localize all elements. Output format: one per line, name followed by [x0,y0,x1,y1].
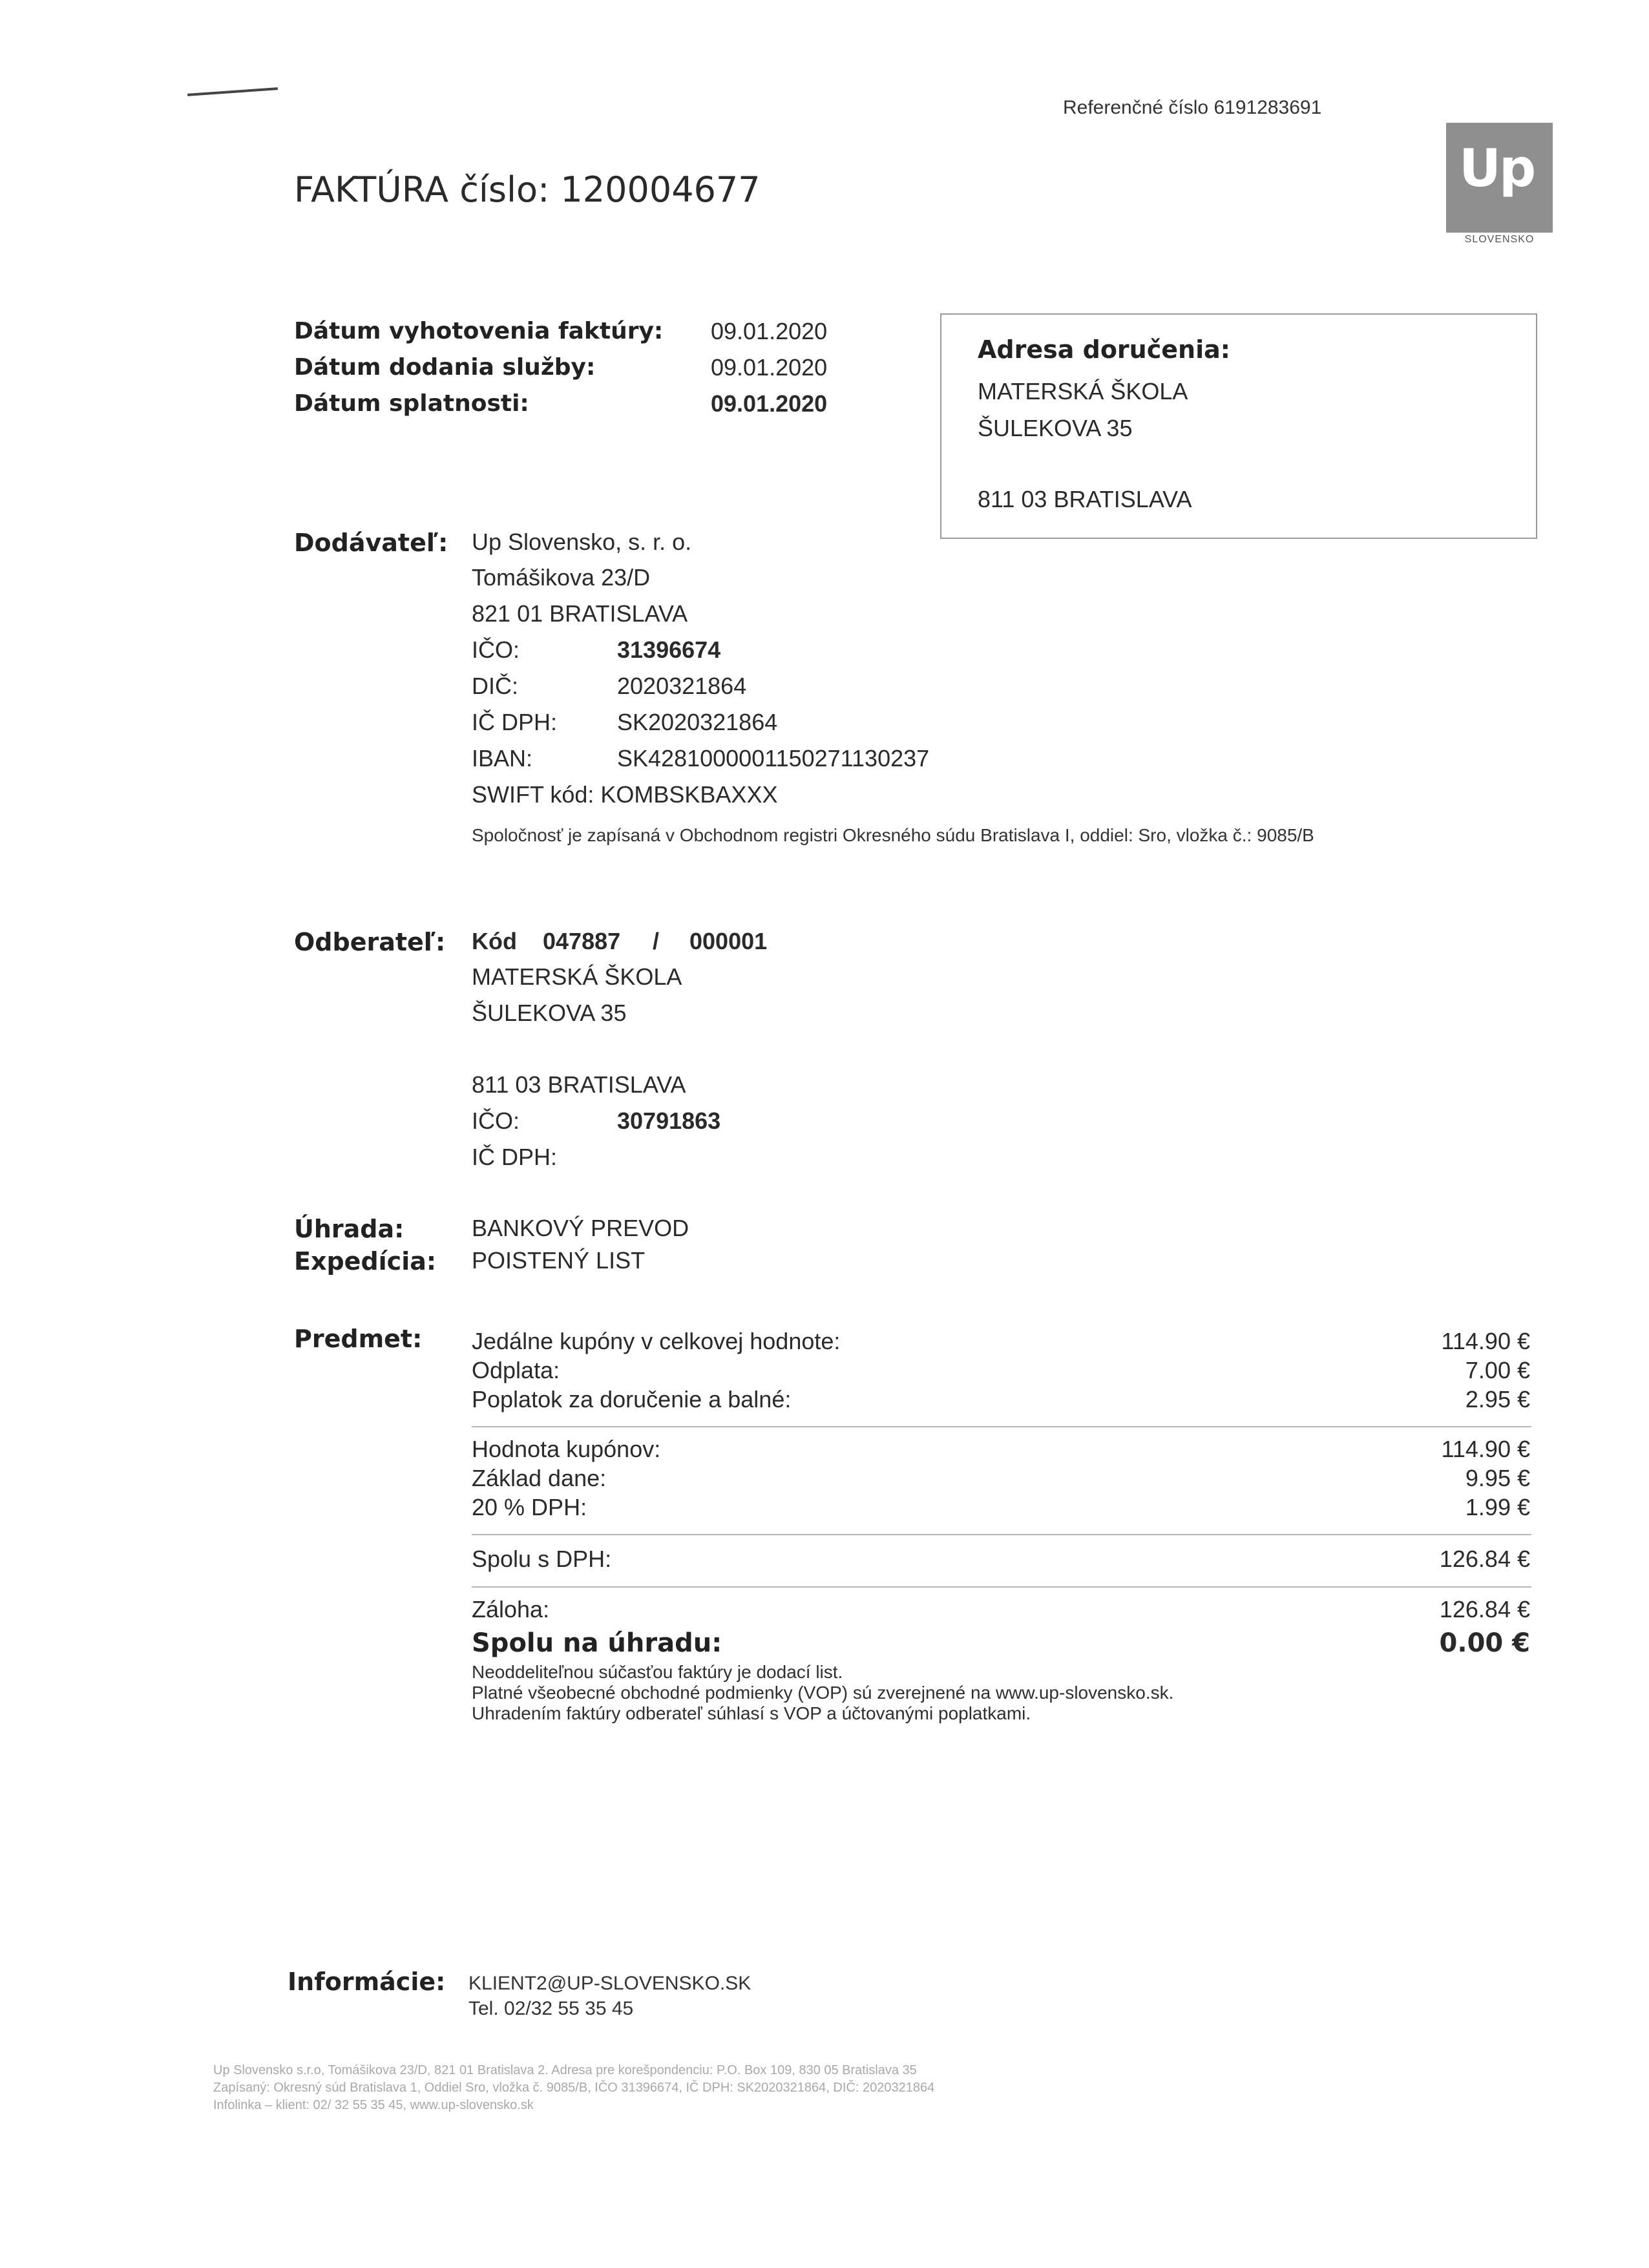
issue-date-value: 09.01.2020 [711,318,828,344]
delivery-address-box [940,313,1537,539]
customer-city: 811 03 BRATISLAVA [472,1071,686,1098]
item-amount: 114.90 € [1441,1328,1530,1354]
supplier-iban-label: IBAN: [472,745,533,772]
reference-number: Referenčné číslo 6191283691 [1063,97,1322,118]
advance-label: Záloha: [472,1596,550,1622]
footer-line: Infolinka – klient: 02/ 32 55 35 45, www.up-slovensko.sk [213,2098,534,2112]
item-label: Jedálne kupóny v celkovej hodnote: [472,1328,841,1354]
delivery-address-line: MATERSKÁ ŠKOLA [978,378,1188,404]
divider [472,1534,1531,1535]
info-label: Informácie: [288,1968,446,1996]
supplier-city: 821 01 BRATISLAVA [472,600,688,627]
customer-code: 047887 [543,928,621,954]
customer-code-separator: / [653,928,660,954]
divider [472,1586,1531,1588]
subject-label: Predmet: [294,1325,423,1353]
advance-amount: 126.84 € [1439,1596,1530,1622]
delivery-address-line: 811 03 BRATISLAVA [978,486,1192,512]
logo-subtitle: SLOVENSKO [1464,234,1535,245]
item-amount: 2.95 € [1465,1386,1530,1412]
supplier-ico-label: IČO: [472,636,520,663]
customer-ico-label: IČO: [472,1108,520,1134]
item-label: Odplata: [472,1357,560,1383]
supplier-iban: SK4281000001150271130237 [617,745,930,772]
summary-amount: 9.95 € [1465,1465,1530,1491]
supplier-icdph: SK2020321864 [617,709,778,735]
delivery-date-value: 09.01.2020 [711,354,828,381]
amount-due-label: Spolu na úhradu: [472,1628,722,1658]
summary-amount: 114.90 € [1441,1436,1530,1462]
issue-date-label: Dátum vyhotovenia faktúry: [294,318,664,344]
customer-label: Odberateľ: [294,928,446,956]
payment-method: BANKOVÝ PREVOD [472,1215,689,1241]
footer-line: Zapísaný: Okresný súd Bratislava 1, Oddiel Sro, vložka č. 9085/B, IČO 31396674, IČ DPH: SK2020321864, DIČ: 2020321864 [213,2081,935,2095]
customer-name: MATERSKÁ ŠKOLA [472,963,682,990]
divider [472,1426,1531,1427]
summary-label: Hodnota kupónov: [472,1436,661,1462]
up-logo [1446,123,1553,245]
supplier-swift: SWIFT kód: KOMBSKBAXXX [472,781,778,808]
amount-due: 0.00 € [1439,1628,1530,1658]
item-label: Poplatok za doručenie a balné: [472,1386,792,1412]
customer-ico: 30791863 [617,1108,721,1134]
scan-mark [187,87,278,96]
customer-subcode: 000001 [689,928,768,954]
due-date-value: 09.01.2020 [711,390,828,417]
supplier-name: Up Slovensko, s. r. o. [472,529,692,555]
customer-icdph-label: IČ DPH: [472,1144,558,1170]
total-vat-amount: 126.84 € [1439,1546,1530,1572]
item-amount: 7.00 € [1465,1357,1530,1383]
invoice-title: FAKTÚRA číslo: 120004677 [294,169,761,210]
supplier-dic-label: DIČ: [472,673,518,699]
summary-label: 20 % DPH: [472,1494,587,1520]
supplier-street: Tomášikova 23/D [472,564,651,591]
delivery-date-label: Dátum dodania služby: [294,354,596,381]
payment-label: Úhrada: [294,1215,404,1243]
invoice-note: Neoddeliteľnou súčasťou faktúry je dodací list. [472,1662,843,1682]
summary-amount: 1.99 € [1465,1494,1530,1520]
logo-text: Up [1459,138,1535,198]
delivery-address-line: ŠULEKOVA 35 [978,415,1133,441]
info-phone: Tel. 02/32 55 35 45 [468,1998,634,2019]
supplier-label: Dodávateľ: [294,529,448,557]
info-email: KLIENT2@UP-SLOVENSKO.SK [468,1973,751,1994]
total-vat-label: Spolu s DPH: [472,1546,612,1572]
due-date-label: Dátum splatnosti: [294,390,529,417]
supplier-icdph-label: IČ DPH: [472,709,558,735]
customer-code-prefix: Kód [472,928,517,954]
delivery-address-heading: Adresa doručenia: [978,335,1230,364]
supplier-ico: 31396674 [617,636,721,663]
invoice-note: Uhradením faktúry odberateľ súhlasí s VOP a účtovanými poplatkami. [472,1703,1031,1723]
dispatch-label: Expedícia: [294,1247,437,1276]
footer-line: Up Slovensko s.r.o, Tomášikova 23/D, 821 01 Bratislava 2. Adresa pre korešpondenciu: P.O. Box 109, 830 05 Bratislava 35 [213,2063,917,2077]
invoice-note: Platné všeobecné obchodné podmienky (VOP) sú zverejnené na www.up-slovensko.sk. [472,1683,1174,1703]
supplier-dic: 2020321864 [617,673,747,699]
supplier-registry-note: Spoločnosť je zapísaná v Obchodnom registri Okresného súdu Bratislava I, oddiel: Sro, vložka č.: 9085/B [472,825,1314,845]
summary-label: Základ dane: [472,1465,607,1491]
customer-street: ŠULEKOVA 35 [472,1000,627,1026]
dispatch-method: POISTENÝ LIST [472,1247,646,1274]
